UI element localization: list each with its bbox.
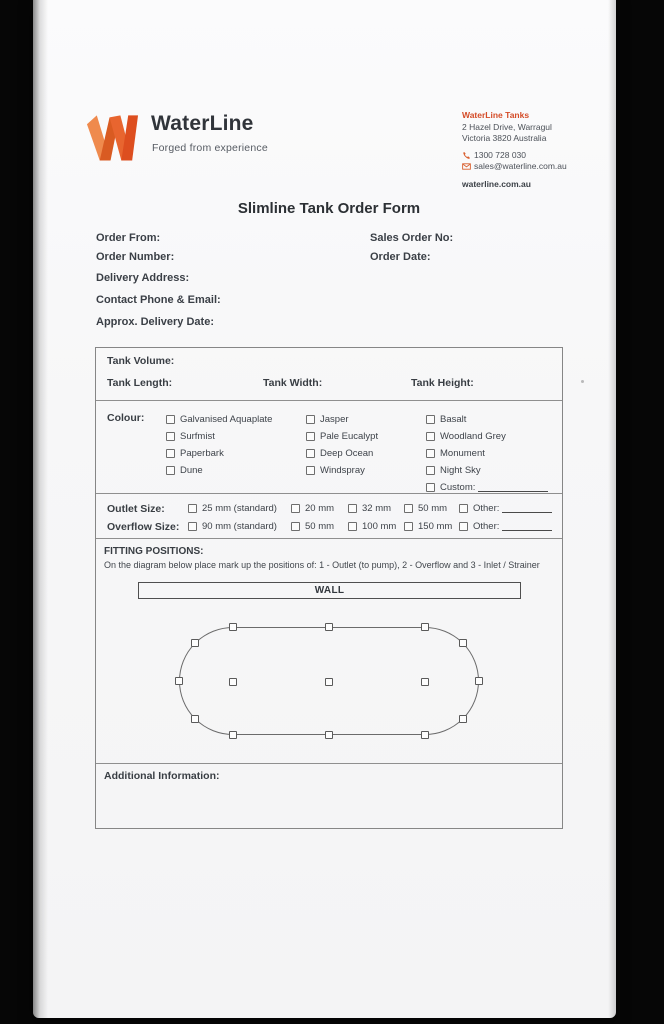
checkbox-outlet-50mm[interactable] [404,504,413,513]
size-option [188,521,291,532]
brand-tagline: Forged from experience [152,142,268,154]
fitting-position-marker[interactable] [191,715,199,723]
contact-address-line2: Victoria 3820 Australia [462,133,547,143]
fitting-position-marker[interactable] [175,677,183,685]
wall-bar [138,582,521,599]
checkbox-woodland-grey[interactable] [426,432,435,441]
size-option-label: 25 mm (standard) [202,503,277,514]
colour-option [426,428,548,445]
colour-option [306,411,378,428]
colour-option-label: Jasper [320,414,349,425]
form-title: Slimline Tank Order Form [237,200,421,217]
outlet-size-row [107,500,552,517]
additional-information-label: Additional Information: [104,770,220,782]
fitting-position-marker[interactable] [459,639,467,647]
checkbox-monument[interactable] [426,449,435,458]
fitting-position-marker[interactable] [421,678,429,686]
overflow-other-blank[interactable] [502,522,552,531]
checkbox-deep-ocean[interactable] [306,449,315,458]
checkbox-basalt[interactable] [426,415,435,424]
fitting-position-marker[interactable] [229,678,237,686]
colour-option-label: Basalt [440,414,467,425]
colour-option-label: Paperbark [180,448,224,459]
tank-width-label: Tank Width: [263,377,323,389]
contact-company: WaterLine Tanks [462,110,530,120]
colour-option-label: Night Sky [440,465,481,476]
contact-block [462,110,612,190]
checkbox-outlet-25mm[interactable] [188,504,197,513]
size-option [404,521,459,532]
size-option-label: 150 mm [418,521,453,532]
contact-address-line1: 2 Hazel Drive, Warragul [462,121,552,132]
fitting-position-marker[interactable] [421,731,429,739]
checkbox-paperbark[interactable] [166,449,175,458]
colour-option-label: Surfmist [180,431,215,442]
brand-name: WaterLine [151,112,254,135]
colour-option [426,462,548,479]
fitting-position-marker[interactable] [475,677,483,685]
order-details-box [95,347,563,829]
tank-height-label: Tank Height: [411,377,474,389]
checkbox-outlet-20mm[interactable] [291,504,300,513]
colour-label: Colour: [107,412,145,424]
size-option [291,503,348,514]
colour-option-label: Galvanised Aquaplate [180,414,273,425]
size-option-label: 90 mm (standard) [202,521,277,532]
fitting-position-marker[interactable] [421,623,429,631]
size-option [404,503,459,514]
colour-option [426,445,548,462]
colour-option [306,462,378,479]
colour-column-2 [306,411,378,479]
checkbox-outlet-other[interactable] [459,504,468,513]
colour-option-label: Monument [440,448,485,459]
other-label: Other: [473,521,500,532]
size-option-other [459,503,552,514]
colour-column-3 [426,411,548,496]
overflow-size-row [107,518,552,535]
dust-speck [581,380,584,383]
sizes-section [96,494,562,539]
fitting-position-marker[interactable] [325,623,333,631]
contact-email[interactable]: sales@waterline.com.au [474,161,567,171]
colour-option [166,428,272,445]
outlet-size-label: Outlet Size: [107,502,165,515]
colour-column-1 [166,411,272,479]
field-order-date: Order Date: [370,251,431,263]
tank-length-label: Tank Length: [107,377,173,389]
checkbox-overflow-other[interactable] [459,522,468,531]
overflow-size-label: Overflow Size: [107,520,180,533]
size-option [188,503,291,514]
additional-information-section[interactable] [96,764,562,828]
checkbox-outlet-32mm[interactable] [348,504,357,513]
fitting-positions-instructions: On the diagram below place mark up the positions of: 1 - Outlet (to pump), 2 - Overflow and 3 - Inlet / Strainer [104,560,540,570]
size-option-label: 100 mm [362,521,397,532]
size-option-label: 20 mm [305,503,335,514]
paper-page [33,0,616,1018]
custom-colour-label: Custom: [440,482,476,493]
size-option [348,521,404,532]
fitting-position-marker[interactable] [229,731,237,739]
colour-section [96,401,562,494]
colour-option-label: Deep Ocean [320,448,374,459]
size-option-label: 50 mm [305,521,335,532]
colour-option-label: Dune [180,465,203,476]
colour-option-label: Woodland Grey [440,431,506,442]
size-option-other [459,521,552,532]
checkbox-overflow-150mm[interactable] [404,522,413,531]
fitting-positions-heading: FITTING POSITIONS: [104,546,204,557]
size-option [348,503,404,514]
colour-option [306,428,378,445]
checkbox-surfmist[interactable] [166,432,175,441]
size-option-label: 50 mm [418,503,448,514]
checkbox-overflow-100mm[interactable] [348,522,357,531]
checkbox-overflow-50mm[interactable] [291,522,300,531]
checkbox-overflow-90mm[interactable] [188,522,197,531]
colour-option [166,462,272,479]
checkbox-galvanised-aquaplate[interactable] [166,415,175,424]
field-order-from: Order From: [96,232,161,244]
colour-option-label: Windspray [320,465,365,476]
field-contact-phone-email: Contact Phone & Email: [96,294,221,306]
checkbox-dune[interactable] [166,466,175,475]
fitting-positions-section [96,539,562,764]
tank-dimensions-section [96,348,562,401]
size-option-label: 32 mm [362,503,392,514]
email-icon [462,162,471,171]
other-label: Other: [473,503,500,514]
colour-option [166,445,272,462]
field-approx-delivery-date: Approx. Delivery Date: [96,316,214,328]
checkbox-night-sky[interactable] [426,466,435,475]
fitting-position-marker[interactable] [325,731,333,739]
colour-option-label: Pale Eucalypt [320,431,379,442]
colour-option [306,445,378,462]
fitting-position-marker[interactable] [325,678,333,686]
checkbox-pale-eucalypt[interactable] [306,432,315,441]
checkbox-windspray[interactable] [306,466,315,475]
waterline-logo-icon [85,111,140,161]
contact-website[interactable]: waterline.com.au [462,178,531,189]
fitting-position-marker[interactable] [229,623,237,631]
fitting-position-marker[interactable] [459,715,467,723]
colour-option [426,411,548,428]
checkbox-jasper[interactable] [306,415,315,424]
outlet-other-blank[interactable] [502,504,552,513]
fitting-position-marker[interactable] [191,639,199,647]
page-left-shadow [33,0,48,1018]
field-sales-order-no: Sales Order No: [370,232,454,244]
colour-option [166,411,272,428]
field-order-number: Order Number: [96,251,175,263]
custom-colour-blank[interactable] [478,483,548,492]
phone-icon [462,151,471,160]
checkbox-custom-colour[interactable] [426,483,435,492]
field-delivery-address: Delivery Address: [96,272,190,284]
wall-label: WALL [314,585,345,596]
tank-volume-label: Tank Volume: [107,355,175,367]
size-option [291,521,348,532]
contact-phone: 1300 728 030 [474,149,526,160]
